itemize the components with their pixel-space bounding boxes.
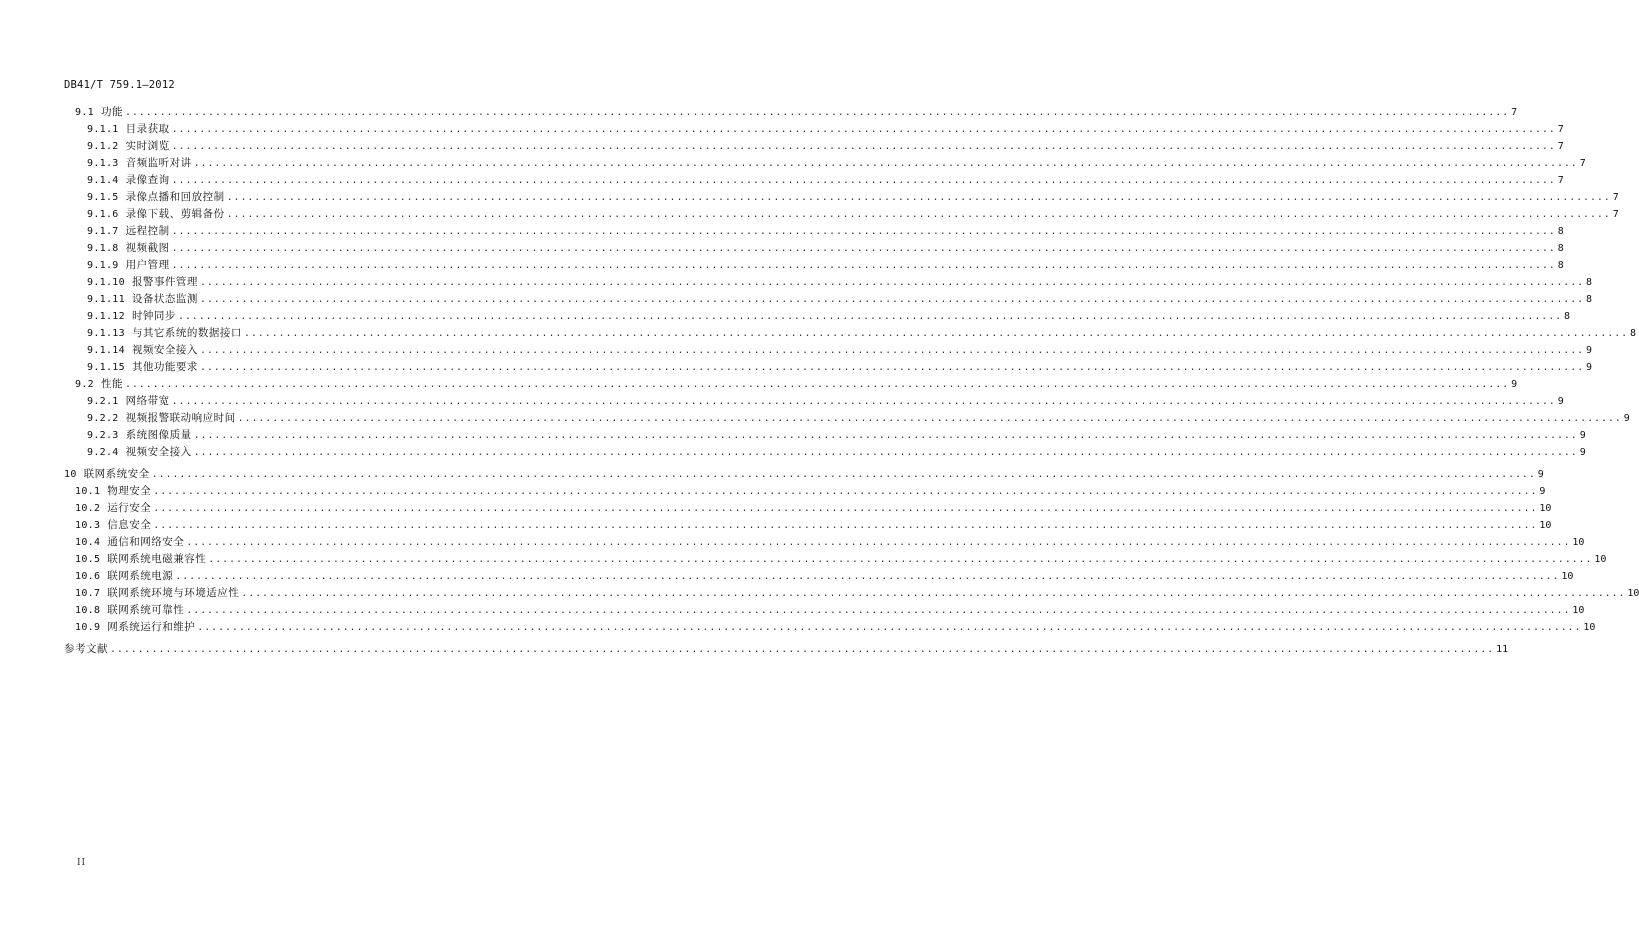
toc-entry-page: 10	[1539, 520, 1552, 531]
toc-dot-leader: ........................................................................................................................................................................................................	[226, 209, 1611, 220]
toc-entry-number: 10.8	[75, 605, 101, 616]
toc-entry[interactable]	[87, 359, 1593, 376]
toc-entry-title: 网系统运行和维护	[107, 621, 196, 633]
toc-dot-leader: ........................................................................................................................................................................................................	[171, 396, 1556, 407]
toc-entry-number: 9.2.2	[87, 413, 119, 424]
toc-entry-title: 性能	[100, 378, 123, 390]
toc-entry-title: 视频截图	[125, 242, 170, 254]
toc-entry-number: 10.7	[75, 588, 101, 599]
toc-entry-title: 实时浏览	[125, 140, 170, 152]
toc-entry-number: 9.2.1	[87, 396, 119, 407]
toc-dot-leader: ........................................................................................................................................................................................................	[186, 537, 1571, 548]
toc-entry[interactable]	[75, 585, 1639, 602]
toc-dot-leader: ........................................................................................................................................................................................................	[186, 605, 1571, 616]
toc-entry-title: 联网系统安全	[83, 468, 150, 480]
toc-entry-page: 8	[1586, 277, 1593, 288]
toc-entry-number: 9.1	[75, 107, 94, 118]
toc-entry-number: 9.1.10	[87, 277, 125, 288]
toc-entry[interactable]	[75, 602, 1585, 619]
toc-entry[interactable]	[87, 393, 1564, 410]
toc-entry[interactable]	[87, 206, 1619, 223]
toc-entry-title: 信息安全	[107, 519, 152, 531]
toc-entry-number: 9.2.3	[87, 430, 119, 441]
toc-entry[interactable]	[87, 155, 1586, 172]
toc-dot-leader: ........................................................................................................................................................................................................	[197, 622, 1582, 633]
toc-entry[interactable]	[87, 410, 1630, 427]
toc-entry-title: 网络带宽	[125, 395, 170, 407]
toc-entry-title: 录像下载、剪辑备份	[125, 208, 225, 220]
toc-dot-leader: ........................................................................................................................................................................................................	[153, 503, 1538, 514]
toc-dot-leader: ........................................................................................................................................................................................................	[153, 486, 1538, 497]
toc-entry[interactable]	[64, 641, 1509, 658]
toc-entry-title: 与其它系统的数据接口	[131, 327, 242, 339]
toc-entry-page: 7	[1557, 124, 1564, 135]
toc-entry-number: 9.2.4	[87, 447, 119, 458]
toc-entry-page: 9	[1557, 396, 1564, 407]
toc-entry-page: 9	[1579, 447, 1586, 458]
toc-dot-leader: ........................................................................................................................................................................................................	[241, 588, 1626, 599]
toc-entry-title: 联网系统可靠性	[107, 604, 185, 616]
toc-entry-page: 8	[1557, 260, 1564, 271]
toc-entry[interactable]	[87, 121, 1564, 138]
toc-entry-title: 视频安全接入	[131, 344, 198, 356]
toc-entry[interactable]	[87, 274, 1593, 291]
toc-entry-page: 8	[1586, 294, 1593, 305]
toc-dot-leader: ........................................................................................................................................................................................................	[171, 260, 1556, 271]
document-id-header: DB41/T 759.1—2012	[64, 79, 175, 91]
toc-entry-number: 9.1.13	[87, 328, 125, 339]
toc-entry[interactable]	[75, 551, 1607, 568]
toc-entry-title: 远程控制	[125, 225, 170, 237]
toc-entry-page: 9	[1586, 362, 1593, 373]
toc-entry[interactable]	[87, 291, 1593, 308]
toc-entry-page: 7	[1579, 158, 1586, 169]
toc-entry-title: 用户管理	[125, 259, 170, 271]
toc-entry-title: 音频监听对讲	[125, 157, 192, 169]
toc-entry-page: 10	[1539, 503, 1552, 514]
toc-dot-leader: ........................................................................................................................................................................................................	[171, 243, 1556, 254]
toc-dot-leader: ........................................................................................................................................................................................................	[199, 294, 1585, 305]
toc-dot-leader: ........................................................................................................................................................................................................	[124, 107, 1510, 118]
toc-entry-page: 10	[1583, 622, 1596, 633]
toc-entry-page: 10	[1572, 605, 1585, 616]
toc-entry[interactable]	[75, 517, 1552, 534]
toc-entry-page: 10	[1627, 588, 1639, 599]
toc-entry-title: 联网系统电磁兼容性	[107, 553, 207, 565]
toc-entry[interactable]	[87, 223, 1564, 240]
toc-entry[interactable]	[87, 427, 1586, 444]
toc-entry-number: 10.4	[75, 537, 101, 548]
toc-entry-page: 9	[1511, 379, 1518, 390]
toc-entry[interactable]	[75, 483, 1546, 500]
toc-entry-page: 7	[1557, 175, 1564, 186]
toc-dot-leader: ........................................................................................................................................................................................................	[208, 554, 1593, 565]
toc-entry-number: 10.1	[75, 486, 101, 497]
toc-entry[interactable]	[75, 568, 1574, 585]
toc-entry-number: 10.5	[75, 554, 101, 565]
toc-dot-leader: ........................................................................................................................................................................................................	[124, 379, 1510, 390]
toc-entry[interactable]	[87, 444, 1586, 461]
toc-entry-page: 8	[1630, 328, 1637, 339]
toc-dot-leader: ........................................................................................................................................................................................................	[193, 430, 1578, 441]
toc-entry-title: 目录获取	[125, 123, 170, 135]
toc-dot-leader: ........................................................................................................................................................................................................	[171, 124, 1556, 135]
toc-entry-number: 9.1.7	[87, 226, 119, 237]
toc-entry-title: 系统图像质量	[125, 429, 192, 441]
toc-entry[interactable]	[87, 240, 1564, 257]
toc-entry-number: 9.1.1	[87, 124, 119, 135]
toc-entry-number: 9.1.12	[87, 311, 125, 322]
toc-entry-title: 录像查询	[125, 174, 170, 186]
toc-entry[interactable]	[87, 325, 1637, 342]
toc-entry[interactable]	[75, 376, 1518, 393]
toc-entry-page: 9	[1623, 413, 1630, 424]
toc-entry-page: 10	[1594, 554, 1607, 565]
toc-dot-leader: ........................................................................................................................................................................................................	[199, 362, 1585, 373]
toc-entry-number: 10.9	[75, 622, 101, 633]
toc-entry-page: 7	[1612, 209, 1619, 220]
toc-entry[interactable]	[75, 534, 1585, 551]
toc-dot-leader: ........................................................................................................................................................................................................	[110, 644, 1495, 655]
toc-entry-page: 10	[1572, 537, 1585, 548]
toc-dot-leader: ........................................................................................................................................................................................................	[237, 413, 1622, 424]
toc-entry-title: 运行安全	[107, 502, 152, 514]
toc-entry-title: 通信和网络安全	[107, 536, 185, 548]
toc-entry[interactable]	[75, 619, 1596, 636]
toc-entry-title: 联网系统环境与环境适应性	[107, 587, 240, 599]
toc-entry-number: 9.1.9	[87, 260, 119, 271]
toc-entry-title: 物理安全	[107, 485, 152, 497]
toc-entry-page: 9	[1579, 430, 1586, 441]
toc-entry-page: 10	[1561, 571, 1574, 582]
toc-entry-title: 其他功能要求	[131, 361, 198, 373]
toc-dot-leader: ........................................................................................................................................................................................................	[171, 226, 1556, 237]
toc-dot-leader: ........................................................................................................................................................................................................	[193, 447, 1578, 458]
toc-entry-number: 10.6	[75, 571, 101, 582]
toc-entry[interactable]	[87, 172, 1564, 189]
toc-entry-page: 8	[1564, 311, 1571, 322]
toc-entry-number: 9.1.14	[87, 345, 125, 356]
toc-entry-page: 7	[1557, 141, 1564, 152]
toc-dot-leader: ........................................................................................................................................................................................................	[199, 277, 1585, 288]
toc-entry-title: 参考文献	[64, 643, 108, 655]
toc-entry-number: 9.1.2	[87, 141, 119, 152]
toc-entry-title: 视频报警联动响应时间	[125, 412, 236, 424]
toc-entry-number: 9.1.11	[87, 294, 125, 305]
toc-entry[interactable]	[75, 104, 1518, 121]
toc-entry-number: 9.1.8	[87, 243, 119, 254]
toc-entry-title: 录像点播和回放控制	[125, 191, 225, 203]
toc-entry-number: 9.1.6	[87, 209, 119, 220]
toc-dot-leader: ........................................................................................................................................................................................................	[171, 175, 1556, 186]
toc-entry-number: 9.1.4	[87, 175, 119, 186]
toc-entry[interactable]	[87, 189, 1619, 206]
toc-dot-leader: ........................................................................................................................................................................................................	[199, 345, 1585, 356]
toc-entry-number: 10	[64, 469, 77, 480]
page-number-footer: II	[77, 858, 87, 868]
toc-entry-title: 功能	[100, 106, 123, 118]
toc-dot-leader: ........................................................................................................................................................................................................	[226, 192, 1611, 203]
toc-entry-page: 8	[1557, 243, 1564, 254]
toc-entry-page: 11	[1496, 644, 1509, 655]
toc-dot-leader: ........................................................................................................................................................................................................	[193, 158, 1578, 169]
toc-entry-page: 9	[1537, 469, 1544, 480]
toc-entry-page: 8	[1557, 226, 1564, 237]
toc-entry[interactable]	[87, 257, 1564, 274]
toc-entry[interactable]	[87, 308, 1571, 325]
toc-entry-page: 7	[1511, 107, 1518, 118]
toc-entry-number: 9.1.15	[87, 362, 125, 373]
toc-entry[interactable]	[64, 466, 1544, 483]
toc-entry[interactable]	[75, 500, 1552, 517]
toc-entry[interactable]	[87, 342, 1593, 359]
toc-entry-number: 10.2	[75, 503, 101, 514]
toc-entry-page: 7	[1612, 192, 1619, 203]
toc-entry-number: 10.3	[75, 520, 101, 531]
toc-entry-number: 9.1.5	[87, 192, 119, 203]
toc-entry-number: 9.1.3	[87, 158, 119, 169]
toc-dot-leader: ........................................................................................................................................................................................................	[171, 141, 1556, 152]
toc-entry-page: 9	[1539, 486, 1546, 497]
toc-entry-title: 设备状态监测	[131, 293, 198, 305]
toc-dot-leader: ........................................................................................................................................................................................................	[151, 469, 1536, 480]
toc-dot-leader: ........................................................................................................................................................................................................	[177, 311, 1563, 322]
toc-entry-number: 9.2	[75, 379, 94, 390]
toc-entry-title: 联网系统电源	[107, 570, 174, 582]
toc-entry-title: 视频安全接入	[125, 446, 192, 458]
toc-dot-leader: ........................................................................................................................................................................................................	[153, 520, 1538, 531]
toc-entry-title: 时钟同步	[131, 310, 176, 322]
toc-entry-title: 报警事件管理	[131, 276, 198, 288]
toc-entry-page: 9	[1586, 345, 1593, 356]
toc-dot-leader: ........................................................................................................................................................................................................	[175, 571, 1560, 582]
toc-entry[interactable]	[87, 138, 1564, 155]
toc-dot-leader: ........................................................................................................................................................................................................	[243, 328, 1629, 339]
